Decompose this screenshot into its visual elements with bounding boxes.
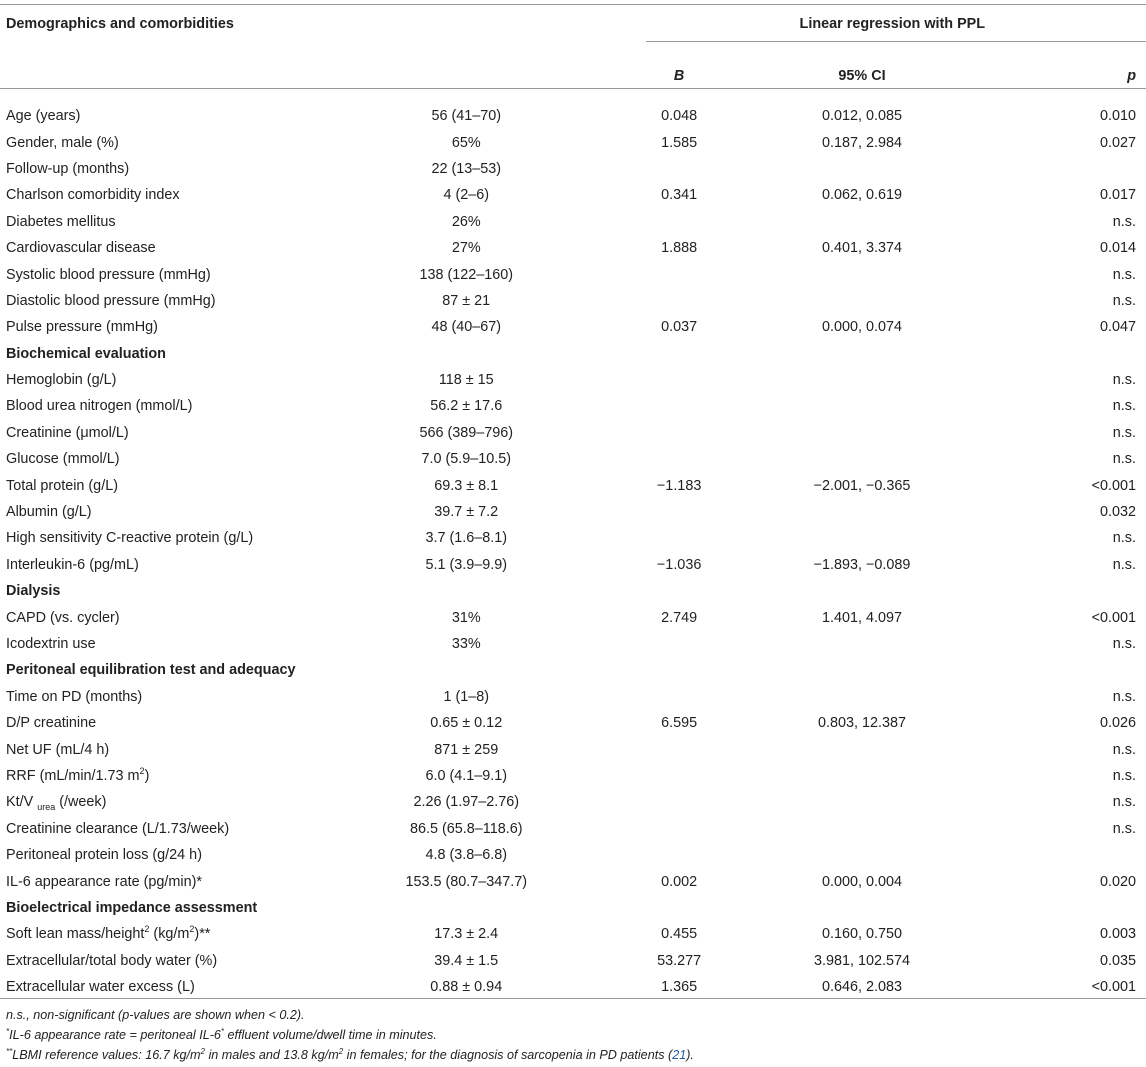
row-value: 3.7 (1.6–8.1) bbox=[425, 530, 508, 547]
table-row bbox=[0, 710, 1146, 736]
row-p: n.s. bbox=[1112, 820, 1136, 837]
row-label: Peritoneal protein loss (g/24 h) bbox=[6, 847, 202, 864]
section-title: Biochemical evaluation bbox=[6, 345, 166, 362]
row-b bbox=[639, 367, 720, 393]
row-b bbox=[639, 288, 720, 314]
row-b bbox=[639, 816, 720, 842]
row-ci bbox=[720, 525, 1005, 551]
row-ci: −1.893, −0.089 bbox=[813, 556, 911, 573]
row-value: 0.88 ± 0.94 bbox=[430, 979, 503, 996]
row-label: Pulse pressure (mmHg) bbox=[6, 319, 158, 336]
row-p: n.s. bbox=[1112, 398, 1136, 415]
footnote-2: **LBMI reference values: 16.7 $kg/m^2$ in males and 13.8 $kg/m^2$ in females; for the diagnosis of sarcopenia in PD patients (21). bbox=[6, 1046, 694, 1062]
row-value: 7.0 (5.9–10.5) bbox=[421, 451, 512, 468]
row-ci bbox=[720, 789, 1005, 815]
row-p: 0.010 bbox=[1099, 108, 1136, 125]
row-p: 0.003 bbox=[1099, 926, 1136, 943]
table-row bbox=[0, 631, 1146, 657]
row-label: Creatinine clearance (L/1.73/week) bbox=[6, 820, 230, 837]
section-header bbox=[0, 657, 1146, 683]
row-p: n.s. bbox=[1112, 530, 1136, 547]
table-row bbox=[0, 235, 1146, 261]
table-row bbox=[0, 367, 1146, 393]
header-linear-regression: Linear regression with PPL bbox=[799, 16, 986, 32]
table-row bbox=[0, 261, 1146, 287]
header-row-1 bbox=[0, 5, 1146, 52]
row-value: 27% bbox=[451, 240, 481, 257]
reference-link[interactable]: 21 bbox=[672, 1048, 687, 1062]
row-p: <0.001 bbox=[1091, 477, 1136, 494]
row-value: 56 (41–70) bbox=[431, 108, 502, 125]
row-b: −1.036 bbox=[656, 556, 702, 573]
row-label: Age (years) bbox=[6, 108, 81, 125]
row-p: <0.001 bbox=[1091, 979, 1136, 996]
table-row bbox=[0, 552, 1146, 578]
table-row bbox=[0, 288, 1146, 314]
table-row bbox=[0, 156, 1146, 182]
row-label: Albumin (g/L) bbox=[6, 504, 92, 521]
row-p: 0.014 bbox=[1099, 240, 1136, 257]
header-p: p bbox=[1127, 67, 1136, 84]
row-b: 53.277 bbox=[657, 952, 702, 969]
row-p: 0.020 bbox=[1099, 873, 1136, 890]
row-ci bbox=[720, 367, 1005, 393]
row-label: High sensitivity C-reactive protein (g/L) bbox=[6, 530, 254, 547]
row-b bbox=[639, 156, 720, 182]
row-ci bbox=[720, 631, 1005, 657]
row-ci: 0.401, 3.374 bbox=[821, 240, 902, 257]
row-label: Charlson comorbidity index bbox=[6, 187, 180, 204]
row-b bbox=[639, 499, 720, 525]
row-value: 138 (122–160) bbox=[419, 266, 514, 283]
row-p: n.s. bbox=[1112, 636, 1136, 652]
section-header bbox=[0, 578, 1146, 604]
row-b: 6.595 bbox=[661, 715, 698, 732]
row-b bbox=[639, 393, 720, 419]
table-row bbox=[0, 948, 1146, 974]
row-label: RRF (mL/min/1.73 $m^2$) bbox=[6, 766, 150, 784]
row-label: Diabetes mellitus bbox=[6, 213, 116, 230]
row-value: 65% bbox=[451, 134, 481, 151]
row-value: 56.2 ± 17.6 bbox=[430, 398, 503, 415]
table-row bbox=[0, 816, 1146, 842]
table-row bbox=[0, 789, 1146, 815]
row-value: 118 ± 15 bbox=[438, 372, 494, 389]
row-p: n.s. bbox=[1112, 372, 1136, 389]
row-b: 0.455 bbox=[661, 926, 698, 943]
table-row bbox=[0, 209, 1146, 235]
row-p: 0.017 bbox=[1099, 187, 1136, 204]
row-ci bbox=[720, 842, 1005, 868]
row-p: n.s. bbox=[1112, 688, 1136, 705]
header-row-2 bbox=[0, 52, 1146, 99]
row-ci: 0.012, 0.085 bbox=[821, 108, 902, 125]
table-row bbox=[0, 974, 1146, 1000]
table-row bbox=[0, 763, 1146, 789]
row-b bbox=[639, 736, 720, 762]
row-p bbox=[1004, 156, 1146, 182]
section-title: Peritoneal equilibration test and adequacy bbox=[6, 662, 296, 679]
row-b: 0.037 bbox=[661, 319, 698, 336]
row-label: Interleukin-6 (pg/mL) bbox=[6, 556, 139, 573]
row-value: 153.5 (80.7–347.7) bbox=[405, 873, 528, 890]
row-value: 86.5 (65.8–118.6) bbox=[409, 820, 523, 837]
row-b: −1.183 bbox=[656, 477, 702, 494]
row-b bbox=[639, 209, 720, 235]
header-b: B bbox=[673, 67, 685, 84]
row-ci bbox=[720, 288, 1005, 314]
row-label: Extracellular water excess (L) bbox=[6, 979, 195, 996]
table-row bbox=[0, 684, 1146, 710]
row-ci: 0.160, 0.750 bbox=[821, 926, 902, 943]
regression-table bbox=[0, 5, 1146, 1000]
row-value: 4.8 (3.8–6.8) bbox=[425, 847, 508, 864]
table-row bbox=[0, 842, 1146, 868]
row-b: 1.365 bbox=[661, 979, 698, 996]
row-value: 22 (13–53) bbox=[431, 160, 502, 177]
row-p: n.s. bbox=[1112, 213, 1136, 230]
row-ci bbox=[720, 156, 1005, 182]
row-label: Gender, male (%) bbox=[6, 134, 119, 151]
row-label: CAPD (vs. cycler) bbox=[6, 609, 120, 626]
row-ci: 3.981, 102.574 bbox=[813, 952, 910, 969]
row-b: 0.341 bbox=[661, 187, 698, 204]
row-value: 6.0 (4.1–9.1) bbox=[425, 767, 508, 784]
row-p: 0.027 bbox=[1099, 134, 1136, 151]
row-b bbox=[639, 789, 720, 815]
table-row bbox=[0, 420, 1146, 446]
row-label: Hemoglobin (g/L) bbox=[6, 372, 117, 389]
row-ci bbox=[720, 816, 1005, 842]
row-b bbox=[639, 763, 720, 789]
row-ci: 0.062, 0.619 bbox=[821, 187, 902, 204]
row-value: 17.3 ± 2.4 bbox=[434, 926, 499, 943]
row-p bbox=[1004, 842, 1146, 868]
row-p: n.s. bbox=[1112, 451, 1136, 468]
row-p: n.s. bbox=[1112, 424, 1136, 441]
row-label: Total protein (g/L) bbox=[6, 477, 118, 494]
row-ci: 0.803, 12.387 bbox=[817, 715, 906, 732]
row-label: Blood urea nitrogen (mmol/L) bbox=[6, 398, 193, 415]
row-p: n.s. bbox=[1112, 266, 1136, 283]
section-title: Dialysis bbox=[6, 583, 61, 600]
table-row bbox=[0, 129, 1146, 155]
table-row bbox=[0, 499, 1146, 525]
row-p: 0.035 bbox=[1099, 952, 1136, 969]
footnote-1: *IL-6 appearance rate = peritoneal IL-6* effluent volume/dwell time in minutes. bbox=[6, 1026, 437, 1042]
table-body bbox=[0, 103, 1146, 1000]
row-value: 26% bbox=[451, 213, 481, 230]
row-label: Extracellular/total body water (%) bbox=[6, 952, 218, 969]
row-b bbox=[639, 684, 720, 710]
row-ci: −2.001, −0.365 bbox=[813, 477, 911, 494]
row-b: 2.749 bbox=[661, 609, 698, 626]
row-p: n.s. bbox=[1112, 767, 1136, 784]
row-b bbox=[639, 261, 720, 287]
row-value: 48 (40–67) bbox=[431, 319, 502, 336]
header-ci: 95% CI bbox=[838, 67, 886, 84]
row-b bbox=[639, 525, 720, 551]
row-value: 566 (389–796) bbox=[419, 424, 514, 441]
row-ci bbox=[720, 736, 1005, 762]
row-label: Follow-up (months) bbox=[6, 160, 130, 177]
row-label: Cardiovascular disease bbox=[6, 240, 156, 257]
row-label: Time on PD (months) bbox=[6, 688, 143, 705]
row-ci bbox=[720, 446, 1005, 472]
table-row bbox=[0, 921, 1146, 947]
row-value: 87 ± 21 bbox=[442, 292, 491, 309]
row-ci: 0.187, 2.984 bbox=[821, 134, 902, 151]
section-title: Bioelectrical impedance assessment bbox=[6, 899, 258, 916]
row-p: n.s. bbox=[1112, 794, 1136, 811]
table-row bbox=[0, 525, 1146, 551]
row-ci bbox=[720, 499, 1005, 525]
row-label: Soft lean mass/height$^2$ $(kg/m^2)**$ bbox=[6, 924, 211, 943]
row-ci: 0.646, 2.083 bbox=[821, 979, 902, 996]
table-row bbox=[0, 393, 1146, 419]
header-demographics: Demographics and comorbidities bbox=[6, 16, 234, 32]
row-p: n.s. bbox=[1112, 741, 1136, 758]
row-ci bbox=[720, 763, 1005, 789]
row-ci bbox=[720, 209, 1005, 235]
row-p: 0.047 bbox=[1099, 319, 1136, 336]
row-label: Systolic blood pressure (mmHg) bbox=[6, 266, 211, 283]
row-p: n.s. bbox=[1112, 292, 1136, 309]
table-row bbox=[0, 446, 1146, 472]
row-p: 0.026 bbox=[1099, 715, 1136, 732]
table-row bbox=[0, 182, 1146, 208]
table-row bbox=[0, 103, 1146, 129]
row-value: 39.4 ± 1.5 bbox=[434, 952, 499, 969]
row-b bbox=[639, 420, 720, 446]
row-ci: 1.401, 4.097 bbox=[821, 609, 902, 626]
row-ci bbox=[720, 420, 1005, 446]
row-label: Diastolic blood pressure (mmHg) bbox=[6, 292, 216, 309]
table-row bbox=[0, 736, 1146, 762]
row-p: <0.001 bbox=[1091, 609, 1136, 626]
row-b: 0.048 bbox=[661, 108, 698, 125]
table-row bbox=[0, 314, 1146, 340]
row-value: 1 (1–8) bbox=[443, 688, 490, 705]
row-label: Kt/V $_{urea}$ (/week) bbox=[6, 794, 107, 813]
row-p: 0.032 bbox=[1099, 504, 1136, 521]
row-value: 5.1 (3.9–9.9) bbox=[425, 556, 508, 573]
row-value: 2.26 (1.97–2.76) bbox=[413, 794, 520, 811]
row-b: 0.002 bbox=[661, 873, 698, 890]
footnote-ns: n.s., non-significant (p-values are shown when < 0.2). bbox=[6, 1008, 305, 1022]
row-p: n.s. bbox=[1112, 556, 1136, 573]
row-value: 33% bbox=[451, 636, 481, 652]
table-row bbox=[0, 868, 1146, 894]
row-value: 871 ± 259 bbox=[434, 741, 499, 758]
row-ci: 0.000, 0.074 bbox=[821, 319, 902, 336]
section-header bbox=[0, 341, 1146, 367]
row-ci bbox=[720, 393, 1005, 419]
row-label: Glucose (mmol/L) bbox=[6, 451, 120, 468]
table-row bbox=[0, 472, 1146, 498]
row-ci bbox=[720, 261, 1005, 287]
row-value: 39.7 ± 7.2 bbox=[434, 504, 499, 521]
table-row bbox=[0, 604, 1146, 630]
row-label: Icodextrin use bbox=[6, 636, 96, 652]
row-ci: 0.000, 0.004 bbox=[821, 873, 902, 890]
row-b: 1.888 bbox=[661, 240, 698, 257]
row-b: 1.585 bbox=[661, 134, 698, 151]
section-header bbox=[0, 895, 1146, 921]
row-b bbox=[639, 446, 720, 472]
row-value: 4 (2–6) bbox=[443, 187, 490, 204]
row-ci bbox=[720, 684, 1005, 710]
row-label: IL-6 appearance rate (pg/min)* bbox=[6, 873, 202, 890]
row-value: 69.3 ± 8.1 bbox=[434, 477, 499, 494]
row-label: D/P creatinine bbox=[6, 715, 97, 732]
row-b bbox=[639, 842, 720, 868]
row-b bbox=[639, 631, 720, 657]
row-label: Net UF (mL/4 h) bbox=[6, 741, 110, 758]
row-label: Creatinine (μmol/L) bbox=[6, 424, 129, 441]
row-value: 0.65 ± 0.12 bbox=[430, 715, 503, 732]
row-value: 31% bbox=[451, 609, 481, 626]
